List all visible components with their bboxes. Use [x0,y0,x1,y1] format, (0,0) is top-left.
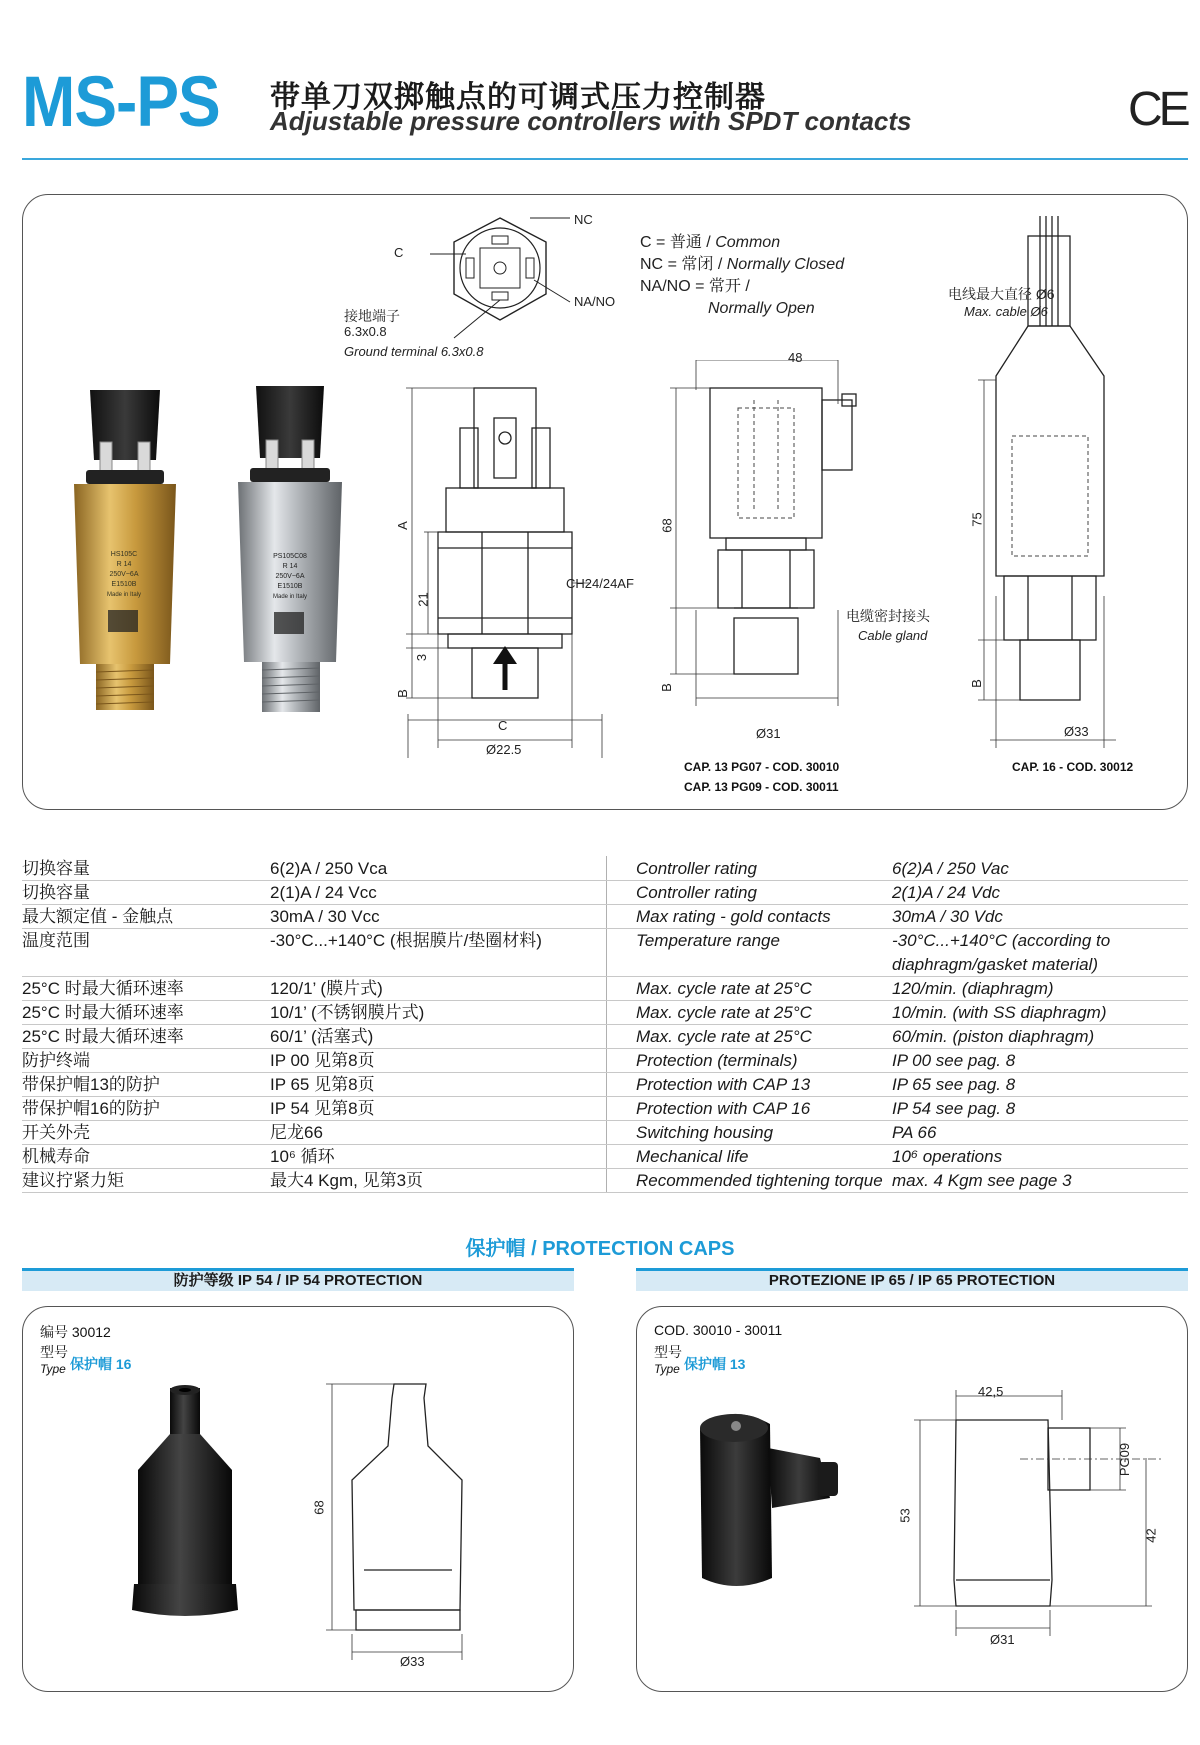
spec-cn-value: 120/1’ (膜片式) [270,979,383,998]
label-c: C [394,245,404,260]
spec-row [0,1026,1200,1050]
spec-row [0,1170,1200,1194]
spec-row [0,1050,1200,1074]
ground-terminal-cn: 接地端子 [344,308,400,324]
spec-en-label: Controller rating [636,859,757,878]
spec-en-value: 60/min. (piston diaphragm) [892,1027,1095,1046]
spec-en-label: Max. cycle rate at 25°C [636,1003,812,1022]
spec-cn-label: 最大额定值 - 金触点 [22,907,174,926]
cable-label-cn: 电线最大直径 Ø6 [948,286,1055,302]
spec-row-line [22,1072,1188,1073]
brass-marking-4: E1510B [111,581,137,588]
brass-marking-2: R 14 [116,561,132,568]
spec-row [0,978,1200,1002]
dim-31: Ø31 [756,726,781,741]
spec-row [0,882,1200,906]
spec-cn-label: 带保护帽13的防护 [22,1075,160,1094]
page-title-cn: 带单刀双掷触点的可调式压力控制器 [270,81,766,114]
spec-row-line [22,880,1188,881]
brand-logo: MS-PS [22,61,220,142]
cable-gland-en: Cable gland [858,628,928,643]
dim-b-3: B [968,679,984,688]
spec-en-label: Mechanical life [636,1147,749,1166]
legend-code: NC [640,256,664,273]
caps-section-title: 保护帽 / PROTECTION CAPS [465,1238,735,1260]
cap13-code-1: CAP. 13 PG07 - COD. 30010 [684,760,840,774]
spec-en-value-cont: diaphragm/gasket material) [892,955,1098,974]
spec-en-label: Controller rating [636,883,757,902]
brass-marking-3: 250V~6A [109,571,139,578]
cap13-type-cn: 型号 [654,1344,682,1360]
hex-top-view [430,210,600,340]
spec-cn-label: 机械寿命 [22,1147,90,1166]
cable-gland-cn: 电缆密封接头 [846,608,930,624]
spec-cn-value: -30°C...+140°C (根据膜片/垫圈材料) [270,931,542,950]
steel-switch-photo [238,386,342,712]
cap-left-band: 防护等级 IP 54 / IP 54 PROTECTION [22,1268,574,1291]
cap13-dim-width: 42,5 [978,1384,1004,1399]
spec-en-label: Switching housing [636,1123,774,1142]
spec-row-line [22,1096,1188,1097]
header-rule [22,158,1188,160]
spec-cn-value: 30mA / 30 Vcc [270,907,380,926]
spec-en-label: Protection (terminals) [636,1051,798,1070]
spec-cn-value: 60/1’ (活塞式) [270,1027,374,1046]
steel-marking-3: 250V~6A [275,573,305,580]
cable-label-en: Max. cable Ø6 [964,304,1048,319]
spec-cn-label: 25°C 时最大循环速率 [22,979,184,998]
cap13-dim-height: 53 [897,1508,913,1523]
dim-b: B [394,689,410,698]
dim-hex: CH24/24AF [566,576,634,591]
brass-marking-5: Made in Italy [106,592,142,598]
cap16-type-cn: 型号 [40,1344,68,1360]
spec-cn-label: 切换容量 [22,859,90,878]
steel-marking-4: E1510B [277,583,303,590]
spec-en-label: Max. cycle rate at 25°C [636,1027,812,1046]
dim-22-5: Ø22.5 [486,742,522,757]
spec-en-value: max. 4 Kgm see page 3 [892,1171,1072,1190]
cap13-type-en: Type [654,1362,680,1376]
spec-en-value: PA 66 [892,1123,937,1142]
cap16-code-label: 编号 30012 [40,1324,111,1340]
spec-row [0,930,1200,978]
spec-cn-label: 切换容量 [22,883,90,902]
spec-en-value: 2(1)A / 24 Vdc [892,883,1001,902]
spec-row-line [22,1024,1188,1025]
spec-cn-value: 10⁶ 循环 [270,1147,335,1166]
spec-cn-value: 尼龙66 [270,1123,323,1142]
spec-en-label: Protection with CAP 16 [636,1099,811,1118]
spec-row-line [22,928,1188,929]
dim-c: C [498,718,508,733]
dim-21: 21 [415,592,431,607]
cap-right-band: PROTEZIONE IP 65 / IP 65 PROTECTION [636,1268,1188,1291]
page-title-en: Adjustable pressure controllers with SPDT contacts [270,106,912,136]
spec-en-value: IP 00 see pag. 8 [892,1051,1016,1070]
side-view-cap13 [659,360,902,760]
spec-row [0,858,1200,882]
spec-cn-label: 建议拧紧力矩 [22,1171,124,1190]
spec-cn-label: 开关外壳 [22,1123,90,1142]
side-view-bare [390,378,620,758]
spec-en-label: Max rating - gold contacts [636,907,831,926]
legend-code: NA/NO [640,278,691,295]
dim-a: A [394,521,410,530]
cap13-type-value: 保护帽 13 [684,1356,746,1372]
spec-row-line [22,904,1188,905]
spec-row-line [22,1192,1188,1193]
spec-en-value: 10⁶ operations [892,1147,1003,1166]
cap16-photo [120,1384,250,1624]
spec-row-line [22,976,1188,977]
spec-en-value: 10/min. (with SS diaphragm) [892,1003,1107,1022]
cap16-type-value: 保护帽 16 [70,1356,132,1372]
spec-row-line [22,1144,1188,1145]
spec-row-line [22,1000,1188,1001]
label-nc: NC [574,212,593,227]
cap16-dim-height: 68 [311,1500,327,1515]
cap13-code-label: COD. 30010 - 30011 [654,1322,783,1338]
ground-terminal-size: 6.3x0.8 [344,324,387,339]
spec-row [0,1122,1200,1146]
cap16-type-en: Type [40,1362,66,1376]
cap16-drawing [320,1370,490,1670]
spec-cn-label: 25°C 时最大循环速率 [22,1003,184,1022]
spec-en-value: -30°C...+140°C (according to [892,931,1111,950]
side-view-cap16 [970,216,1150,756]
ce-mark-icon: CE [1128,83,1187,136]
cap13-photo [690,1398,870,1598]
cap16-code: CAP. 16 - COD. 30012 [1012,760,1134,774]
spec-row [0,906,1200,930]
dim-b-2: B [658,683,674,692]
cap13-dim-42: 42 [1143,1528,1159,1543]
cap13-code-2: CAP. 13 PG09 - COD. 30011 [684,780,839,794]
spec-cn-label: 温度范围 [22,931,90,950]
spec-cn-value: IP 54 见第8页 [270,1099,375,1118]
product-photos [60,380,360,720]
spec-en-label: Max. cycle rate at 25°C [636,979,812,998]
cap16-dim-dia: Ø33 [400,1654,425,1669]
steel-marking-5: Made in Italy [272,594,308,600]
spec-cn-value: IP 00 见第8页 [270,1051,375,1070]
dim-68: 68 [659,518,675,533]
spec-cn-value: 6(2)A / 250 Vca [270,859,388,878]
spec-row-line [22,1120,1188,1121]
spec-en-label: Recommended tightening torque [636,1171,883,1190]
spec-row-line [22,1048,1188,1049]
spec-en-value: IP 54 see pag. 8 [892,1099,1016,1118]
steel-marking-1: PS105C08 [273,553,307,560]
steel-marking-2: R 14 [282,563,298,570]
spec-cn-label: 带保护帽16的防护 [22,1099,160,1118]
ground-terminal-en: Ground terminal 6.3x0.8 [344,344,484,359]
spec-en-value: 6(2)A / 250 Vac [892,859,1009,878]
dim-75: 75 [969,512,985,527]
spec-cn-label: 防护终端 [22,1051,90,1070]
spec-row [0,1074,1200,1098]
spec-cn-value: 最大4 Kgm, 见第3页 [270,1171,424,1190]
spec-en-label: Temperature range [636,931,780,950]
spec-cn-label: 25°C 时最大循环速率 [22,1027,184,1046]
spec-en-value: IP 65 see pag. 8 [892,1075,1016,1094]
spec-row [0,1002,1200,1026]
terminal-legend: C = 普通 / Common NC = 常闭 / Normally Closed NA/NO = 常开 / Normally Open [640,234,845,317]
spec-en-label: Protection with CAP 13 [636,1075,811,1094]
cap13-dim-dia: Ø31 [990,1632,1015,1647]
dim-3: 3 [414,653,430,662]
spec-en-value: 30mA / 30 Vdc [892,907,1003,926]
spec-cn-value: IP 65 见第8页 [270,1075,375,1094]
dim-33: Ø33 [1064,724,1089,739]
legend-code: C [640,234,652,251]
spec-row-line [22,1168,1188,1169]
cap13-dim-pg: PG09 [1117,1442,1133,1477]
spec-row [0,1146,1200,1170]
cap13-drawing [897,1380,1180,1650]
dim-48: 48 [788,350,803,365]
spec-row [0,1098,1200,1122]
spec-cn-value: 2(1)A / 24 Vcc [270,883,377,902]
spec-cn-value: 10/1’ (不锈钢膜片式) [270,1003,425,1022]
label-na-no: NA/NO [574,294,616,309]
spec-en-value: 120/min. (diaphragm) [892,979,1054,998]
brass-switch-photo [74,390,176,710]
brass-marking-1: HS105C [110,551,138,558]
